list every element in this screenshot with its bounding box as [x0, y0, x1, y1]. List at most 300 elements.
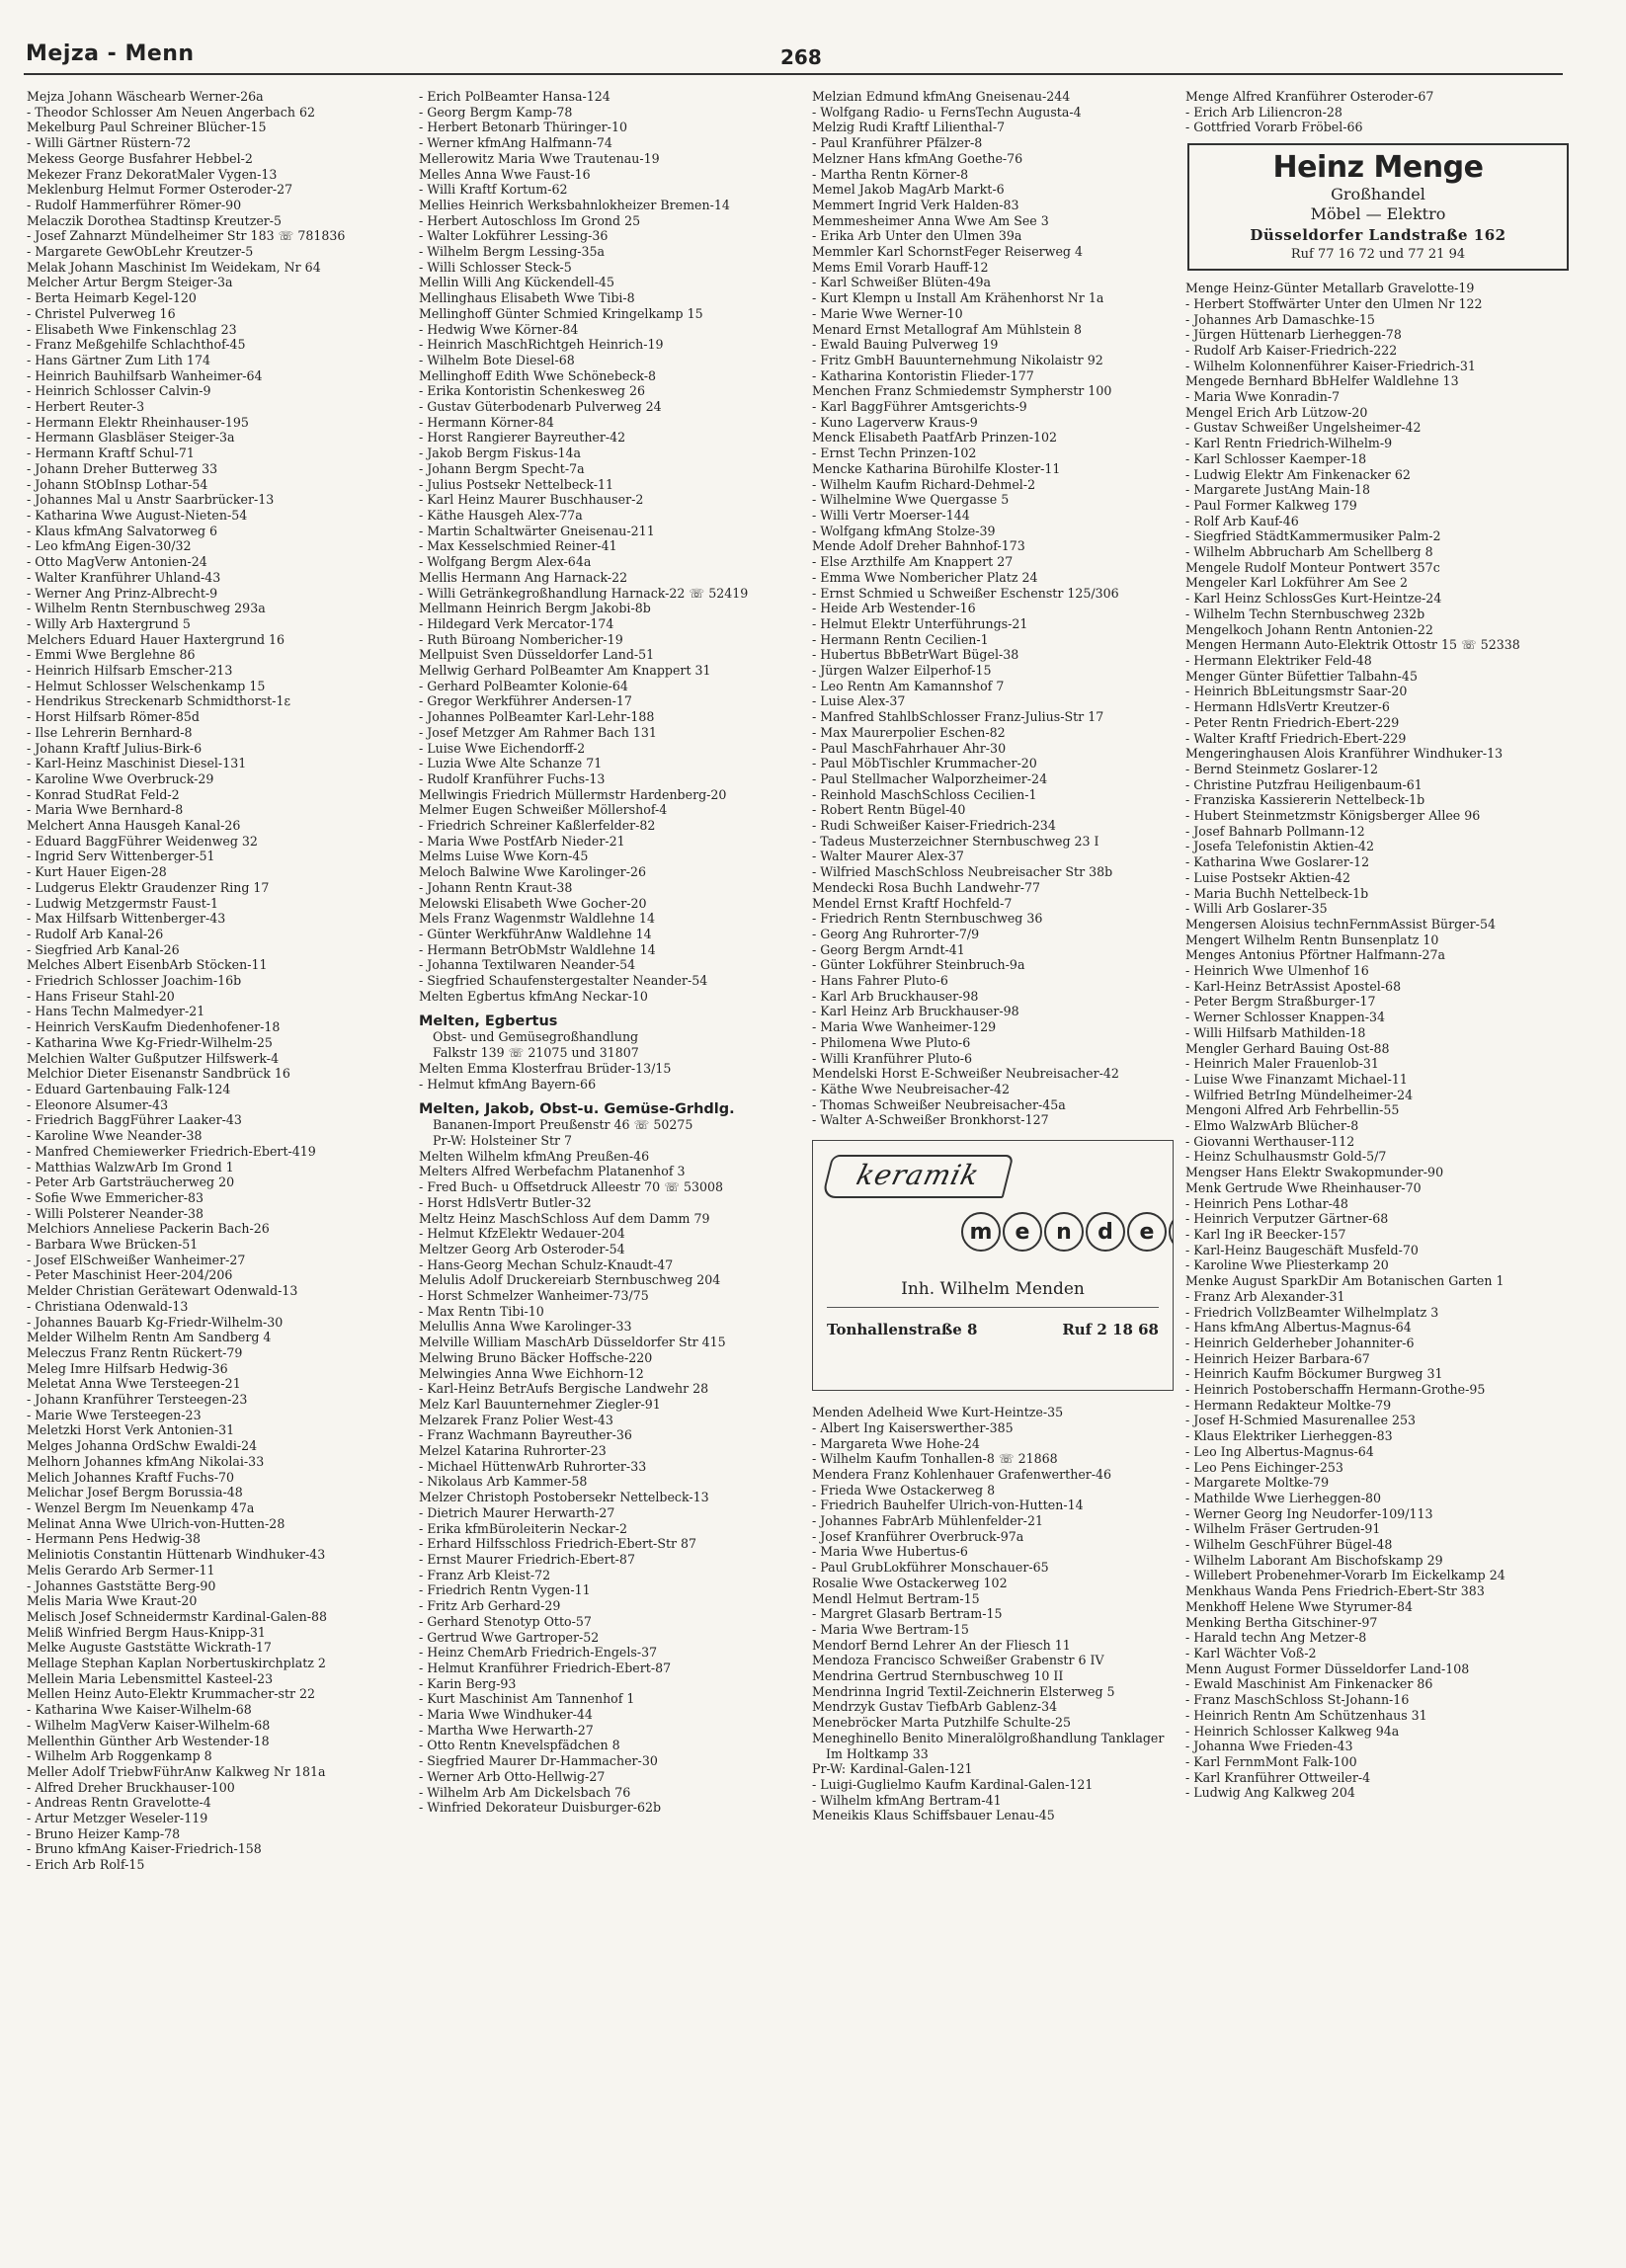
directory-entry: Meller Adolf TriebwFührAnw Kalkweg Nr 181a	[27, 1763, 326, 1779]
directory-entry: - Harald techn Ang Metzer-8	[1185, 1630, 1367, 1646]
directory-entry: - Maria Wwe Bernhard-8	[27, 802, 184, 818]
directory-entry: - Rolf Arb Kauf-46	[1185, 513, 1299, 528]
directory-entry: - Helmut Schlosser Welschenkamp 15	[27, 678, 266, 693]
directory-entry: - Fred Buch- u Offsetdruck Alleestr 70 ☏ 53008	[419, 1179, 724, 1195]
directory-entry: Mellies Heinrich Werksbahnlokheizer Bremen-14	[419, 197, 730, 212]
directory-entry: - Friedrich VollzBeamter Wilhelmplatz 3	[1185, 1304, 1439, 1320]
directory-entry: - Rudolf Arb Kanal-26	[27, 926, 164, 941]
directory-entry: - Luigi-Guglielmo Kaufm Kardinal-Galen-121	[812, 1776, 1094, 1792]
directory-entry: - Luise Alex-37	[812, 693, 906, 709]
directory-entry: - Hermann BetrObMstr Waldlehne 14	[419, 941, 656, 957]
directory-entry: - Peter Maschinist Heer-204/206	[27, 1267, 233, 1283]
directory-entry: - Horst HdlsVertr Butler-32	[419, 1194, 592, 1210]
directory-entry: - Robert Rentn Bügel-40	[812, 802, 966, 818]
directory-entry: - Max Hilfsarb Wittenberger-43	[27, 911, 226, 927]
directory-entry: - Wilhelm Rentn Sternbuschweg 293a	[27, 601, 266, 616]
directory-entry: - Paul Kranführer Pfälzer-8	[812, 135, 983, 151]
directory-entry: - Hans Gärtner Zum Lith 174	[27, 352, 210, 367]
directory-entry: - Margarete GewObLehr Kreutzer-5	[27, 244, 254, 260]
directory-entry: - Winfried Dekorateur Duisburger-62b	[419, 1800, 662, 1816]
directory-entry: - Horst Rangierer Bayreuther-42	[419, 430, 626, 446]
directory-entry: - Josef ElSchweißer Wanheimer-27	[27, 1252, 246, 1267]
directory-entry: - Paul MöbTischler Krummacher-20	[812, 756, 1037, 771]
directory-entry: - Katharina Wwe Goslarer-12	[1185, 854, 1370, 870]
directory-entry: - Willi Getränkegroßhandlung Harnack-22 ☏ 52419	[419, 585, 749, 601]
directory-entry: - Horst Schmelzer Wanheimer-73/75	[419, 1288, 649, 1304]
directory-entry: - Hans-Georg Mechan Schulz-Knaudt-47	[419, 1256, 674, 1272]
directory-entry: - Maria Wwe Windhuker-44	[419, 1707, 593, 1723]
directory-entry: - Hans Friseur Stahl-20	[27, 988, 175, 1004]
directory-entry: Melzner Hans kfmAng Goethe-76	[812, 150, 1023, 166]
directory-entry: - Maria Buchh Nettelbeck-1b	[1185, 885, 1369, 901]
directory-entry: Mendelski Horst E-Schweißer Neubreisacher-42	[812, 1066, 1119, 1082]
directory-entry: - Herbert Betonarb Thüringer-10	[419, 120, 627, 135]
directory-entry: Mems Emil Vorarb Hauff-12	[812, 259, 989, 275]
directory-entry: - Elisabeth Wwe Finkenschlag 23	[27, 321, 237, 337]
directory-entry: Mellpuist Sven Düsseldorfer Land-51	[419, 647, 655, 663]
directory-entry: - Wolfgang kfmAng Stolze-39	[812, 523, 996, 538]
directory-entry: - Manfred StahlbSchlosser Franz-Julius-Str 17	[812, 709, 1104, 725]
directory-entry: - Wilfried BetrIng Mündelheimer-24	[1185, 1087, 1414, 1102]
directory-entry: Mellwingis Friedrich Müllermstr Hardenberg-20	[419, 786, 727, 802]
directory-entry: Melder Wilhelm Rentn Am Sandberg 4	[27, 1330, 272, 1345]
directory-entry: - Albert Ing Kaiserswerther-385	[812, 1419, 1014, 1435]
directory-entry: - Heinrich Hilfsarb Emscher-213	[27, 663, 233, 679]
directory-entry: Melwing Bruno Bäcker Hoffsche-220	[419, 1349, 653, 1365]
business-detail-line: Obst- und Gemüsegroßhandlung	[433, 1029, 639, 1045]
directory-entry: - Luzia Wwe Alte Schanze 71	[419, 756, 603, 771]
directory-entry: - Fritz GmbH Bauunternehmung Nikolaistr 92	[812, 352, 1103, 367]
directory-entry: Memmler Karl SchornstFeger Reiserweg 4	[812, 244, 1083, 260]
directory-entry: - Eduard BaggFührer Weidenweg 32	[27, 833, 258, 849]
directory-entry: - Heinrich Kaufm Böckumer Burgweg 31	[1185, 1366, 1443, 1382]
directory-entry: - Karl Schweißer Blüten-49a	[812, 275, 991, 290]
directory-entry: Meneghinello Benito Mineralölgroßhandlung Tanklager Im Holtkamp 33	[812, 1730, 1165, 1761]
directory-entry: - Luise Wwe Eichendorff-2	[419, 740, 586, 756]
directory-entry: - Leo kfmAng Eigen-30/32	[27, 538, 192, 554]
directory-entry: Mendecki Rosa Buchh Landwehr-77	[812, 879, 1041, 895]
directory-entry: - Johannes FabrArb Mühlenfelder-21	[812, 1513, 1043, 1529]
column-2	[419, 89, 794, 2262]
directory-entry: - Herbert Autoschloss Im Grond 25	[419, 212, 641, 228]
directory-entry: - Eduard Gartenbauing Falk-124	[27, 1082, 231, 1096]
directory-entry: - Hildegard Verk Mercator-174	[419, 615, 614, 631]
directory-entry: - Johanna Wwe Frieden-43	[1185, 1739, 1353, 1754]
directory-entry: - Reinhold MaschSchloss Cecilien-1	[812, 786, 1037, 802]
directory-entry: Menden Adelheid Wwe Kurt-Heintze-35	[812, 1405, 1064, 1420]
directory-entry: - Bruno kfmAng Kaiser-Friedrich-158	[27, 1841, 262, 1857]
directory-entry: Melges Johanna OrdSchw Ewaldi-24	[27, 1438, 258, 1454]
directory-entry: - Karl Heinz Arb Bruckhauser-98	[812, 1004, 1019, 1019]
directory-entry: - Erika kfmBüroleiterin Neckar-2	[419, 1520, 627, 1536]
directory-entry: - Werner Schlosser Knappen-34	[1185, 1010, 1386, 1025]
directory-entry: - Josef H-Schmied Masurenallee 253	[1185, 1413, 1417, 1428]
directory-entry: Mengele Rudolf Monteur Pontwert 357c	[1185, 559, 1440, 575]
directory-entry: - Maria Wwe Konradin-7	[1185, 389, 1341, 405]
column-4	[1185, 89, 1571, 2262]
directory-entry: - Maria Wwe PostfArb Nieder-21	[419, 833, 625, 849]
directory-entry: Mende Adolf Dreher Bahnhof-173	[812, 538, 1025, 554]
directory-entry: - Karl Heinz Maurer Buschhauser-2	[419, 492, 644, 508]
directory-entry: - Karl Ing iR Beecker-157	[1185, 1227, 1346, 1242]
directory-entry: Mencke Katharina Bürohilfe Kloster-11	[812, 460, 1061, 476]
directory-entry: Melchien Walter Gußputzer Hilfswerk-4	[27, 1050, 280, 1066]
directory-entry: - Margareta Wwe Hohe-24	[812, 1435, 980, 1451]
header-rule	[24, 73, 1563, 75]
directory-entry: - Franziska Kassiererin Nettelbeck-1b	[1185, 792, 1425, 808]
directory-entry: - Hermann Glasbläser Steiger-3a	[27, 430, 235, 446]
directory-entry: Melcher Artur Bergm Steiger-3a	[27, 275, 233, 290]
directory-entry: - Manfred Chemiewerker Friedrich-Ebert-419	[27, 1143, 316, 1159]
ad-phone: Ruf 77 16 72 und 77 21 94	[1290, 247, 1466, 263]
directory-entry: Mellin Willi Ang Kückendell-45	[419, 275, 614, 290]
directory-entry: - Hans Fahrer Pluto-6	[812, 973, 948, 989]
directory-entry: - Hans Techn Malmedyer-21	[27, 1004, 205, 1019]
directory-entry: Menge Alfred Kranführer Osteroder-67	[1185, 89, 1434, 104]
directory-entry: - Klaus kfmAng Salvatorweg 6	[27, 523, 218, 538]
directory-entry: Menking Bertha Gitschiner-97	[1185, 1614, 1378, 1630]
directory-entry: - Christel Pulverweg 16	[27, 305, 176, 321]
directory-entry: - Leo Ing Albertus-Magnus-64	[1185, 1443, 1374, 1459]
directory-entry: - Marie Wwe Tersteegen-23	[27, 1407, 202, 1422]
directory-entry: - Wolfgang Radio- u FernsTechn Augusta-4	[812, 104, 1082, 120]
page-range-header: Mejza - Menn	[26, 41, 195, 66]
directory-entry: - Helmut Kranführer Friedrich-Ebert-87	[419, 1660, 672, 1675]
directory-entry: - Hans kfmAng Albertus-Magnus-64	[1185, 1320, 1412, 1336]
directory-entry: Melulis Adolf Druckereiarb Sternbuschweg 204	[419, 1272, 721, 1288]
directory-entry: - Georg Bergm Arndt-41	[812, 941, 965, 957]
directory-entry: - Ruth Büroang Nombericher-19	[419, 631, 623, 647]
directory-entry: - Marie Wwe Werner-10	[812, 305, 963, 321]
directory-entry: Melullis Anna Wwe Karolinger-33	[419, 1319, 632, 1335]
directory-entry: - Wilhelm Bergm Lessing-35a	[419, 244, 606, 260]
directory-entry: - Margret Glasarb Bertram-15	[812, 1606, 1003, 1622]
directory-entry: - Barbara Wwe Brücken-51	[27, 1237, 199, 1253]
business-heading: Melten, Jakob, Obst-u. Gemüse-Grhdlg.	[419, 1101, 735, 1118]
directory-entry: - Elmo WalzwArb Blücher-8	[1185, 1118, 1359, 1134]
directory-entry: Melches Albert EisenbArb Stöcken-11	[27, 957, 268, 973]
directory-entry: - Heide Arb Westender-16	[812, 601, 976, 616]
directory-entry: Mejza Johann Wäschearb Werner-26a	[27, 89, 264, 104]
directory-entry: - Wilhelm Bote Diesel-68	[419, 352, 575, 367]
directory-entry: - Klaus Elektriker Lierheggen-83	[1185, 1428, 1393, 1444]
directory-entry: - Heinrich Schlosser Kalkweg 94a	[1185, 1723, 1400, 1739]
directory-entry: - Karl-Heinz Maschinist Diesel-131	[27, 756, 247, 771]
business-detail-line: Pr-W: Holsteiner Str 7	[433, 1133, 573, 1148]
directory-entry: - Käthe Wwe Neubreisacher-42	[812, 1082, 1011, 1096]
directory-entry: - Johann Rentn Kraut-38	[419, 879, 573, 895]
directory-entry: Memmesheimer Anna Wwe Am See 3	[812, 212, 1049, 228]
directory-entry: - Günter Lokführer Steinbruch-9a	[812, 957, 1025, 973]
directory-entry: - Friedrich Bauhelfer Ulrich-von-Hutten-14	[812, 1498, 1084, 1513]
logo-letter: m	[961, 1212, 1001, 1252]
directory-entry: - Otto Rentn Knevelspfädchen 8	[419, 1738, 620, 1753]
directory-entry: - Ludgerus Elektr Graudenzer Ring 17	[27, 879, 270, 895]
directory-entry: - Ludwig Ang Kalkweg 204	[1185, 1785, 1355, 1801]
business-detail-line: Falkstr 139 ☏ 21075 und 31807	[433, 1045, 639, 1061]
directory-entry: - Heinrich Bauhilfsarb Wanheimer-64	[27, 367, 263, 383]
directory-entry: - Werner Arb Otto-Hellwig-27	[419, 1768, 606, 1784]
directory-entry: Mendl Helmut Bertram-15	[812, 1590, 980, 1606]
directory-entry: - Heinrich Pens Lothar-48	[1185, 1195, 1348, 1211]
directory-entry: Melinat Anna Wwe Ulrich-von-Hutten-28	[27, 1515, 285, 1531]
directory-entry: Melis Gerardo Arb Sermer-11	[27, 1562, 215, 1578]
directory-entry: - Ingrid Serv Wittenberger-51	[27, 849, 215, 864]
directory-entry: - Nikolaus Arb Kammer-58	[419, 1474, 588, 1490]
directory-entry: - Christine Putzfrau Heiligenbaum-61	[1185, 776, 1423, 792]
directory-entry: - Otto MagVerw Antonien-24	[27, 554, 207, 570]
keramik-menden-advertisement	[812, 1140, 1174, 1391]
directory-entry: - Walter Kraftf Friedrich-Ebert-229	[1185, 730, 1407, 746]
directory-entry: - Heinrich Postoberschaffn Hermann-Grothe-95	[1185, 1382, 1486, 1398]
directory-entry: - Georg Ang Ruhrorter-7/9	[812, 926, 980, 941]
directory-entry: Melichar Josef Bergm Borussia-48	[27, 1485, 243, 1500]
directory-entry: - Max Rentn Tibi-10	[419, 1303, 544, 1319]
directory-entry: - Willi Kranführer Pluto-6	[812, 1050, 973, 1066]
directory-entry: Melville William MaschArb Düsseldorfer Str 415	[419, 1335, 726, 1350]
directory-entry: Melwingies Anna Wwe Eichhorn-12	[419, 1365, 644, 1381]
directory-entry: - Heinrich MaschRichtgeh Heinrich-19	[419, 337, 664, 353]
directory-entry: Mellinghaus Elisabeth Wwe Tibi-8	[419, 290, 635, 306]
directory-entry: - Karl Schlosser Kaemper-18	[1185, 450, 1367, 466]
directory-entry: Melzarek Franz Polier West-43	[419, 1412, 613, 1427]
directory-entry: - Günter WerkführAnw Waldlehne 14	[419, 926, 652, 941]
directory-entry: - Karoline Wwe Neander-38	[27, 1128, 203, 1144]
ad-phone: Ruf 2 18 68	[1062, 1321, 1159, 1339]
directory-entry: - Margarete JustAng Main-18	[1185, 482, 1371, 498]
directory-entry: - Hermann Elektriker Feld-48	[1185, 652, 1372, 668]
directory-entry: - Ludwig Metzgermstr Faust-1	[27, 895, 219, 911]
directory-entry: - Franz Arb Kleist-72	[419, 1567, 551, 1582]
directory-entry: Rosalie Wwe Ostackerweg 102	[812, 1575, 1008, 1590]
directory-entry: - Karl-Heinz BetrAssist Apostel-68	[1185, 978, 1402, 994]
directory-entry: - Willi Gärtner Rüstern-72	[27, 135, 192, 151]
directory-entry: - Maria Wwe Wanheimer-129	[812, 1019, 997, 1035]
directory-entry: Meletat Anna Wwe Tersteegen-21	[27, 1376, 241, 1392]
ad-street: Düsseldorfer Landstraße 162	[1250, 226, 1506, 245]
directory-entry: Melzian Edmund kfmAng Gneisenau-244	[812, 89, 1071, 104]
directory-entry: - Rudolf Hammerführer Römer-90	[27, 197, 242, 212]
directory-entry: - Wilhelm Techn Sternbuschweg 232b	[1185, 606, 1425, 621]
directory-entry: - Berta Heimarb Kegel-120	[27, 290, 197, 306]
directory-entry: - Gottfried Vorarb Fröbel-66	[1185, 120, 1363, 135]
directory-entry: Mengen Hermann Auto-Elektrik Ottostr 15 ☏ 52338	[1185, 637, 1520, 653]
directory-entry: - Frieda Wwe Ostackerweg 8	[812, 1482, 996, 1498]
directory-entry: - Willi Polsterer Neander-38	[27, 1205, 204, 1221]
logo-letter: e	[1003, 1212, 1042, 1252]
directory-entry: - Wilhelmine Wwe Quergasse 5	[812, 492, 1010, 508]
menden-circle-logo	[961, 1212, 1174, 1252]
directory-entry: - Philomena Wwe Pluto-6	[812, 1034, 971, 1050]
directory-entry: - Ewald Maschinist Am Finkenacker 86	[1185, 1676, 1433, 1692]
directory-entry: - Josef Zahnarzt Mündelheimer Str 183 ☏ 781836	[27, 228, 346, 244]
directory-entry: - Christiana Odenwald-13	[27, 1298, 189, 1314]
directory-entry: Melzel Katarina Ruhrorter-23	[419, 1443, 607, 1459]
directory-entry: - Peter Bergm Straßburger-17	[1185, 994, 1376, 1010]
page-number: 268	[780, 45, 822, 69]
directory-entry: - Katharina Wwe Kg-Friedr-Wilhelm-25	[27, 1034, 273, 1050]
directory-entry: Melich Johannes Kraftf Fuchs-70	[27, 1469, 235, 1485]
directory-entry: - Heinrich Heizer Barbara-67	[1185, 1350, 1370, 1366]
column-3	[812, 89, 1174, 2262]
directory-entry: - Hubert Steinmetzmstr Königsberger Allee 96	[1185, 808, 1481, 824]
directory-entry: Mendrina Gertrud Sternbuschweg 10 II	[812, 1668, 1064, 1684]
directory-entry: - Friedrich Schlosser Joachim-16b	[27, 973, 242, 989]
directory-entry: - Tadeus Musterzeichner Sternbuschweg 23 I	[812, 833, 1099, 849]
directory-entry: - Heinrich VersKaufm Diedenhofener-18	[27, 1019, 281, 1035]
directory-entry: - Johannes PolBeamter Karl-Lehr-188	[419, 709, 655, 725]
keramik-logo	[822, 1155, 1015, 1198]
directory-entry: Mellis Hermann Ang Harnack-22	[419, 569, 628, 585]
directory-entry: - Heinz ChemArb Friedrich-Engels-37	[419, 1645, 658, 1660]
directory-entry: - Walter Maurer Alex-37	[812, 849, 964, 864]
directory-entry: Menck Elisabeth PaatfArb Prinzen-102	[812, 430, 1058, 446]
directory-entry: Mendoza Francisco Schweißer Grabenstr 6 IV	[812, 1653, 1104, 1668]
directory-entry: - Heinrich Verputzer Gärtner-68	[1185, 1211, 1389, 1227]
directory-entry: Menkhoff Helene Wwe Styrumer-84	[1185, 1598, 1414, 1614]
directory-entry: - Walter A-Schweißer Bronkhorst-127	[812, 1112, 1049, 1128]
directory-entry: - Leo Rentn Am Kamannshof 7	[812, 678, 1005, 693]
directory-entry: - Siegfried StädtKammermusiker Palm-2	[1185, 528, 1441, 544]
directory-entry: - Wilhelm Arb Am Dickelsbach 76	[419, 1784, 631, 1800]
directory-entry: - Hermann Pens Hedwig-38	[27, 1531, 201, 1547]
directory-entry: Mekezer Franz DekoratMaler Vygen-13	[27, 166, 278, 182]
directory-entry: - Willi Kraftf Kortum-62	[419, 182, 568, 198]
directory-entry: - Kurt Maschinist Am Tannenhof 1	[419, 1691, 635, 1707]
logo-letter: d	[1086, 1212, 1125, 1252]
directory-entry: - Johannes Arb Damaschke-15	[1185, 311, 1375, 327]
directory-entry: - Wilhelm Kaufm Tonhallen-8 ☏ 21868	[812, 1451, 1058, 1467]
directory-entry: - Johann Kraftf Julius-Birk-6	[27, 740, 203, 756]
ad-divider	[827, 1307, 1159, 1308]
directory-entry: Menard Ernst Metallograf Am Mühlstein 8	[812, 321, 1083, 337]
directory-entry: - Kuno Lagerverw Kraus-9	[812, 414, 978, 430]
directory-entry: - Heinrich Maler Frauenlob-31	[1185, 1056, 1379, 1072]
directory-entry: Meloch Balwine Wwe Karolinger-26	[419, 864, 646, 880]
directory-entry: Meklenburg Helmut Former Osteroder-27	[27, 182, 293, 198]
directory-entry: - Ernst Techn Prinzen-102	[812, 446, 977, 461]
directory-entry: - Georg Bergm Kamp-78	[419, 104, 573, 120]
directory-entry: - Willi Arb Goslarer-35	[1185, 901, 1328, 917]
directory-entry: - Willy Arb Haxtergrund 5	[27, 615, 191, 631]
directory-entry: - Johannes Bauarb Kg-Friedr-Wilhelm-30	[27, 1314, 284, 1330]
directory-entry: - Friedrich Rentn Sternbuschweg 36	[812, 911, 1043, 927]
directory-entry: Meliniotis Constantin Hüttenarb Windhuker-43	[27, 1547, 326, 1563]
directory-entry: Menk Gertrude Wwe Rheinhauser-70	[1185, 1179, 1422, 1195]
directory-entry: - Wilhelm Kolonnenführer Kaiser-Friedrich-31	[1185, 358, 1476, 373]
directory-entry: - Heinrich Gelderheber Johanniter-6	[1185, 1335, 1415, 1350]
directory-entry: Mengeler Karl Lokführer Am See 2	[1185, 575, 1408, 591]
keramik-logo-text: keramik	[853, 1159, 984, 1192]
directory-entry: Melms Luise Wwe Korn-45	[419, 849, 589, 864]
directory-entry: - Käthe Hausgeh Alex-77a	[419, 507, 583, 523]
heinz-menge-advertisement	[1187, 143, 1569, 271]
logo-letter: e	[1127, 1212, 1167, 1252]
directory-entry: - Erich Arb Liliencron-28	[1185, 104, 1342, 120]
directory-entry: - Johann StObInsp Lothar-54	[27, 476, 208, 492]
ad-street: Tonhallenstraße 8	[827, 1321, 978, 1339]
directory-entry: - Kurt Klempn u Install Am Krähenhorst Nr 1a	[812, 290, 1104, 306]
directory-entry: Melzig Rudi Kraftf Lilienthal-7	[812, 120, 1006, 135]
directory-entry: - Michael HüttenwArb Ruhrorter-33	[419, 1458, 647, 1474]
directory-entry: - Erika Arb Unter den Ulmen 39a	[812, 228, 1022, 244]
directory-entry: Melters Alfred Werbefachm Platanenhof 3	[419, 1164, 686, 1179]
directory-entry: Menchen Franz Schmiedemstr Sympherstr 100	[812, 383, 1112, 399]
directory-entry: Melis Maria Wwe Kraut-20	[27, 1593, 198, 1609]
directory-entry: - Jakob Bergm Fiskus-14a	[419, 446, 582, 461]
directory-entry: Meneikis Klaus Schiffsbauer Lenau-45	[812, 1808, 1055, 1823]
directory-entry: - Karl Heinz SchlossGes Kurt-Heintze-24	[1185, 591, 1442, 607]
directory-entry: - Katharina Kontoristin Flieder-177	[812, 367, 1034, 383]
directory-entry: - Wenzel Bergm Im Neuenkamp 47a	[27, 1499, 255, 1515]
directory-entry: - Julius Postsekr Nettelbeck-11	[419, 476, 614, 492]
directory-entry: Melisch Josef Schneidermstr Kardinal-Galen-88	[27, 1608, 328, 1624]
directory-entry: - Gustav Güterbodenarb Pulverweg 24	[419, 399, 662, 415]
directory-entry: Melles Anna Wwe Faust-16	[419, 166, 591, 182]
directory-entry: Mellmann Heinrich Bergm Jakobi-8b	[419, 601, 651, 616]
directory-entry: Mellen Heinz Auto-Elektr Krummacher-str 22	[27, 1686, 316, 1702]
directory-entry: Mellage Stephan Kaplan Norbertuskirchplatz 2	[27, 1656, 326, 1671]
directory-entry: - Karl-Heinz BetrAufs Bergische Landwehr 28	[419, 1381, 709, 1397]
directory-entry: - Paul GrubLokführer Monschauer-65	[812, 1560, 1049, 1576]
directory-entry: - Max Maurerpolier Eschen-82	[812, 724, 1006, 740]
directory-entry: Pr-W: Kardinal-Galen-121	[812, 1761, 973, 1777]
directory-entry: - Matthias WalzwArb Im Grond 1	[27, 1159, 234, 1174]
directory-entry: - Andreas Rentn Gravelotte-4	[27, 1795, 211, 1811]
column-1	[27, 89, 412, 2262]
directory-entry: - Hedwig Wwe Körner-84	[419, 321, 579, 337]
directory-entry: - Paul MaschFahrhauer Ahr-30	[812, 740, 1007, 756]
directory-entry: - Rudolf Arb Kaiser-Friedrich-222	[1185, 342, 1398, 358]
directory-entry: - Erika Kontoristin Schenkesweg 26	[419, 383, 645, 399]
logo-letter: n	[1044, 1212, 1084, 1252]
directory-entry: - Johannes Gaststätte Berg-90	[27, 1578, 216, 1593]
directory-entry: Melder Christian Gerätewart Odenwald-13	[27, 1283, 298, 1299]
directory-entry: Mendrzyk Gustav TiefbArb Gablenz-34	[812, 1699, 1058, 1715]
directory-entry: - Rudolf Kranführer Fuchs-13	[419, 770, 606, 786]
directory-entry: Menges Antonius Pförtner Halfmann-27a	[1185, 947, 1446, 963]
directory-entry: - Erhard Hilfsschloss Friedrich-Ebert-Str 87	[419, 1536, 697, 1552]
directory-entry: Mellinghoff Edith Wwe Schönebeck-8	[419, 367, 657, 383]
directory-entry: - Erich Arb Rolf-15	[27, 1857, 145, 1873]
directory-entry: Melchiors Anneliese Packerin Bach-26	[27, 1221, 270, 1237]
directory-entry: Meltzer Georg Arb Osteroder-54	[419, 1241, 625, 1256]
directory-entry: - Franz Arb Alexander-31	[1185, 1288, 1345, 1304]
directory-entry: - Eleonore Alsumer-43	[27, 1096, 169, 1112]
directory-entry: - Konrad StudRat Feld-2	[27, 786, 180, 802]
directory-entry: Mengede Bernhard BbHelfer Waldlehne 13	[1185, 373, 1459, 389]
directory-entry: Mengoni Alfred Arb Fehrbellin-55	[1185, 1102, 1400, 1118]
directory-entry: - Thomas Schweißer Neubreisacher-45a	[812, 1096, 1066, 1112]
directory-entry: - Willebert Probenehmer-Vorarb Im Eickelkamp 24	[1185, 1568, 1505, 1583]
directory-entry: - Wilhelm kfmAng Bertram-41	[812, 1792, 1002, 1808]
directory-entry: - Walter Lokführer Lessing-36	[419, 228, 609, 244]
directory-entry: - Siegfried Maurer Dr-Hammacher-30	[419, 1753, 658, 1769]
directory-entry: - Josef Metzger Am Rahmer Bach 131	[419, 724, 657, 740]
directory-entry: - Theodor Schlosser Am Neuen Angerbach 62	[27, 104, 315, 120]
directory-entry: - Karoline Wwe Overbruck-29	[27, 770, 214, 786]
directory-entry: - Hermann Kraftf Schul-71	[27, 446, 195, 461]
directory-entry: Melten Emma Klosterfrau Brüder-13/15	[419, 1060, 672, 1076]
ad-owner: Inh. Wilhelm Menden	[901, 1279, 1085, 1300]
directory-entry: - Margarete Moltke-79	[1185, 1475, 1330, 1491]
directory-entry: Melzer Christoph Postobersekr Nettelbeck-13	[419, 1490, 709, 1505]
ad-line-grosshandel: Großhandel	[1331, 185, 1425, 204]
directory-entry: - Kurt Hauer Eigen-28	[27, 864, 167, 880]
directory-entry: - Heinrich Wwe Ulmenhof 16	[1185, 963, 1369, 979]
directory-entry: - Karl Kranführer Ottweiler-4	[1185, 1769, 1371, 1785]
directory-entry: - Mathilde Wwe Lierheggen-80	[1185, 1490, 1381, 1505]
